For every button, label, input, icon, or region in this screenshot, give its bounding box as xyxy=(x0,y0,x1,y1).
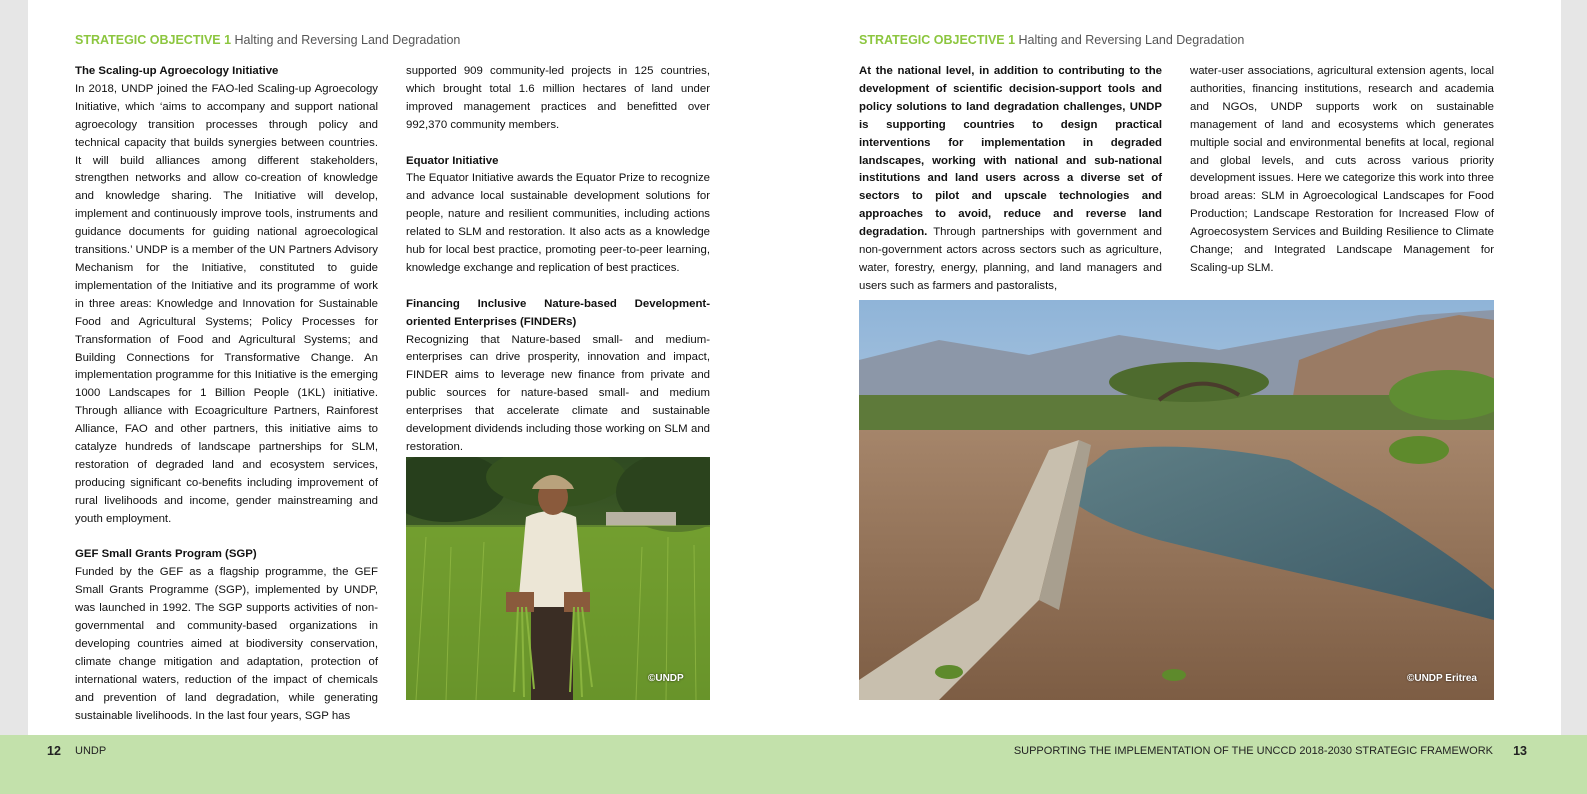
footer-band xyxy=(0,735,1587,794)
section-title-finders: Financing Inclusive Nature-based Development-oriented Enterprises (FINDERs) xyxy=(406,297,710,328)
right-column-2 xyxy=(1190,63,1494,278)
section-text-sgp-continued: supported 909 community-led projects in 125 countries, which brought total 1.6 million hectares of land under improved management practices and benefitted over 992,370 community members. xyxy=(406,65,710,131)
objective-title: Halting and Reversing Land Degradation xyxy=(234,33,461,47)
right-page-number: 13 xyxy=(1513,744,1527,758)
left-page-number: 12 xyxy=(47,744,61,758)
farmer-photo-illustration xyxy=(406,457,710,700)
objective-title: Halting and Reversing Land Degradation xyxy=(1018,33,1245,47)
section-text-agroecology: In 2018, UNDP joined the FAO-led Scaling-up Agroecology Initiative, which ‘aims to accompany and support national agroecology transition processes through policy and technical capacity that builds synergies between countries. It will build alliances among different stakeholders, strengthen networks and allow co-creation of knowledge and knowledge sharing. The Initiative will develop, implement and continuously improve tools, instruments and guidance documents for guiding national agroecological transitions.’ UNDP is a member of the UN Partners Advisory Mechanism for the Initiative, constituted to guide implementation of the Initiative and its programme of work in three areas: Knowledge and Innovation for Sustainable Food and Agricultural Systems; Policy Processes for Transformation of Food and Agricultural Systems; and Building Connections for Transformative Change. An implementation programme for this Initiative is the emerging 1000 Landscapes for 1 Billion People (1KL) initiative. Through alliance with Ecoagriculture Partners, Rainforest Alliance, FAO and other partners, this initiative aims to catalyze hundreds of landscape partnerships for SLM, restoration of degraded land and ecosystem services, producing significant co-benefits including improvement of rural livelihoods and income, gender mainstreaming and youth employment. xyxy=(75,82,378,525)
objective-label: STRATEGIC OBJECTIVE 1 xyxy=(859,33,1016,47)
irrigation-canal-illustration xyxy=(859,300,1494,700)
left-column-1 xyxy=(75,63,378,726)
photo-credit: ©UNDP xyxy=(648,673,684,684)
farmer-photo xyxy=(406,457,710,700)
photo-credit: ©UNDP Eritrea xyxy=(1407,673,1477,684)
objective-label: STRATEGIC OBJECTIVE 1 xyxy=(75,33,232,47)
footer-left-label: UNDP xyxy=(75,745,107,757)
left-page-header xyxy=(75,33,460,47)
national-level-bold-text: At the national level, in addition to contributing to the development of scientific decision-support tools and policy solutions to land degradation challenges, UNDP is supporting countries to design practical interventions for implementation in degraded landscapes, working with national and sub-national institutions and land users across a diverse set of sectors to pilot and upscale technologies and approaches to avoid, reduce and reverse land degradation. xyxy=(859,65,1162,239)
section-text-finders: Recognizing that Nature-based small- and medium-enterprises can drive prosperity, innovation and impact, FINDER aims to leverage new finance from private and public sources for nature-based small- and medium enterprises that accelerate climate and sustainable development dividends including those working on SLM and restoration. xyxy=(406,333,710,453)
national-level-paragraph xyxy=(859,63,1162,296)
right-page-header xyxy=(859,33,1244,47)
section-title-equator: Equator Initiative xyxy=(406,154,499,167)
left-column-2 xyxy=(406,63,710,457)
national-level-text: Through partnerships with government and non-government actors across sectors such as agriculture, water, forestry, energy, planning, and land managers and users such as farmers and pastoralists, xyxy=(859,226,1162,292)
section-title-agroecology: The Scaling-up Agroecology Initiative xyxy=(75,65,279,77)
footer-right-label: SUPPORTING THE IMPLEMENTATION OF THE UNCCD 2018-2030 STRATEGIC FRAMEWORK xyxy=(1013,745,1493,757)
broad-areas-paragraph: water-user associations, agricultural extension agents, local authorities, financing institutions, research and academia and NGOs, UNDP supports work on sustainable management of land and ecosystems which generates multiple social and environmental benefits at local, regional and global levels, and cuts across various priority development issues. Here we categorize this work into three broad areas: SLM in Agroecological Landscapes for Food Production; Landscape Restoration for Increased Flow of Agroecosystem Services and Building Resilience to Climate Change; and Integrated Landscape Management for Scaling-up SLM. xyxy=(1190,65,1494,274)
irrigation-canal-photo xyxy=(859,300,1494,700)
section-text-equator: The Equator Initiative awards the Equator Prize to recognize and advance local sustainable development solutions for people, nature and resilient communities, including actions related to SLM and restoration. It also acts as a knowledge hub for local best practice, promoting peer-to-peer learning, knowledge exchange and replication of best practices. xyxy=(406,172,710,274)
section-text-sgp: Funded by the GEF as a flagship programme, the GEF Small Grants Programme (SGP), implemented by UNDP, was launched in 1992. The SGP supports activities of non-governmental and community-based organizations in developing countries aimed at biodiversity conservation, climate change mitigation and adaptation, protection of international waters, reduction of the impact of chemicals and prevention of land degradation, while generating sustainable livelihoods. In the last four years, SGP has xyxy=(75,566,378,722)
right-column-1 xyxy=(859,63,1162,296)
section-title-sgp: GEF Small Grants Program (SGP) xyxy=(75,548,257,561)
